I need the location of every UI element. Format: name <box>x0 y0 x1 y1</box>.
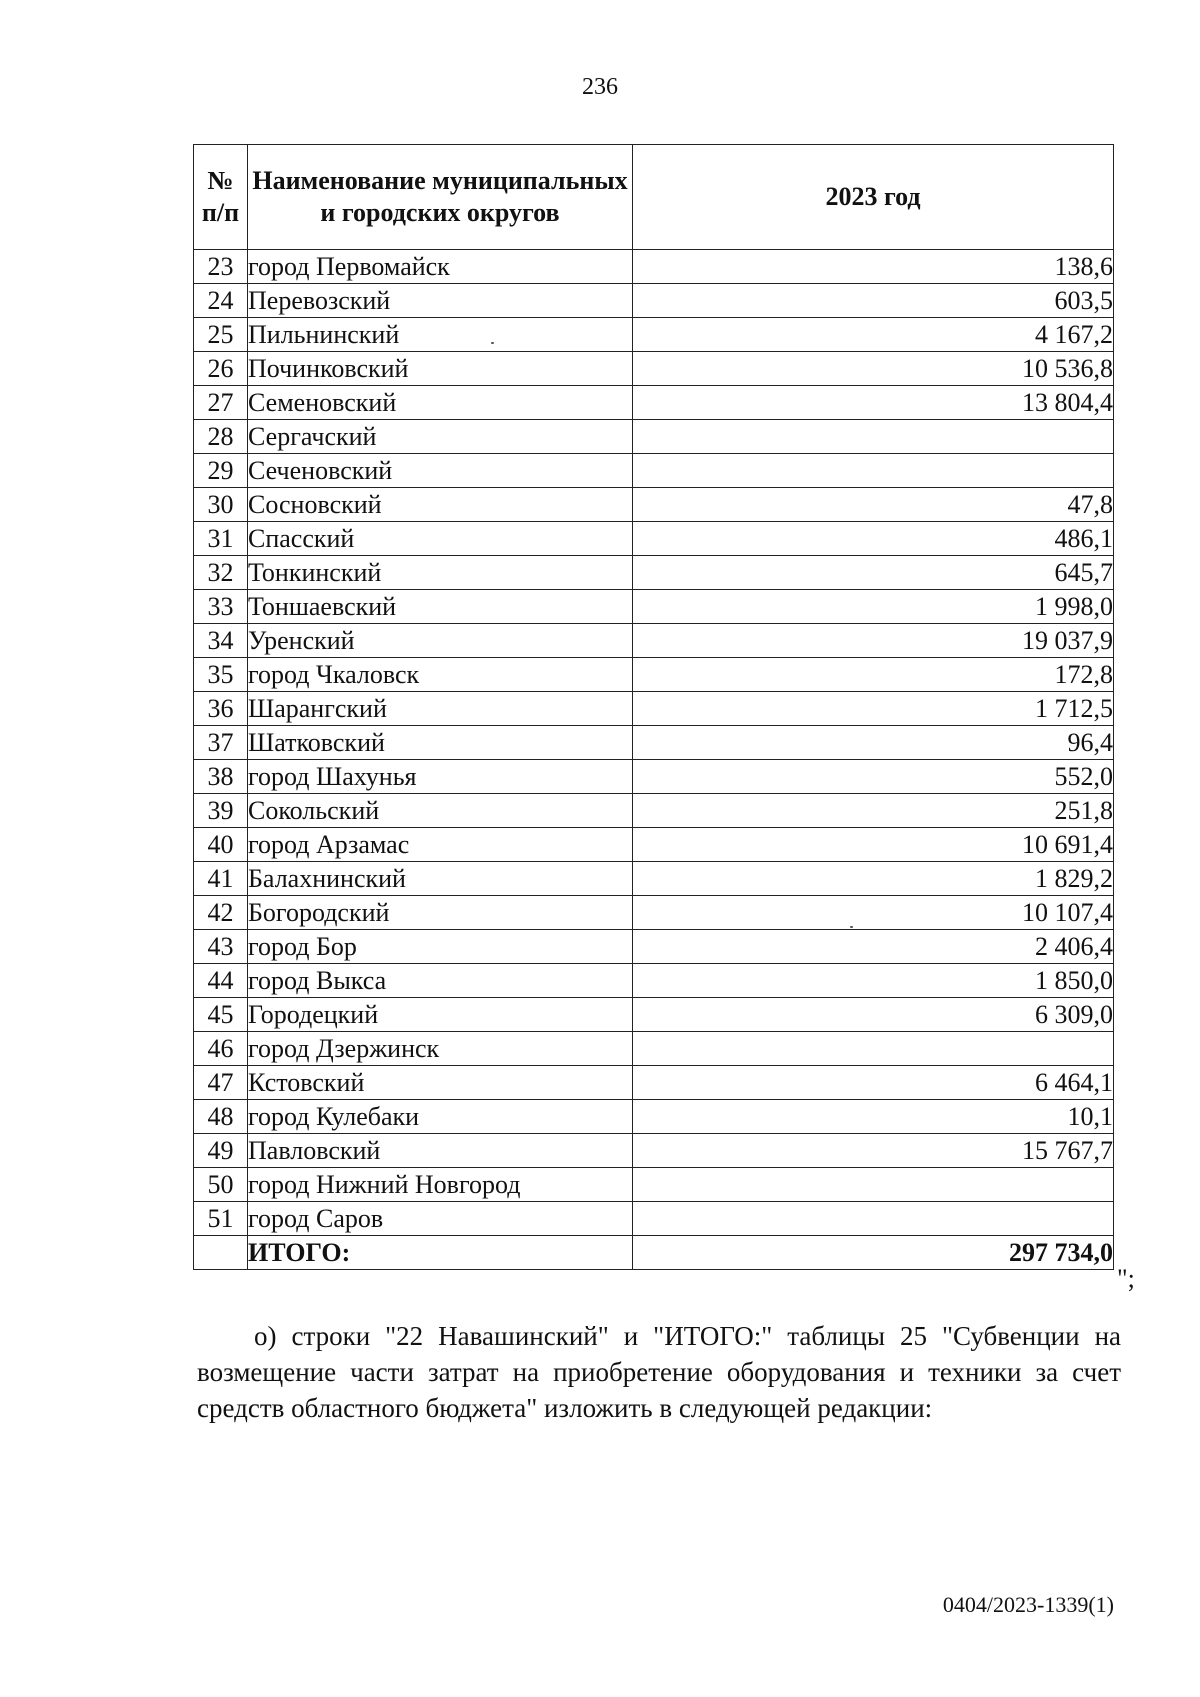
row-value <box>633 454 1114 488</box>
row-district-name: Балахнинский <box>248 862 633 896</box>
header-name-text: Наименование муниципальных и городских округов <box>252 166 628 227</box>
row-value: 13 804,4 <box>633 386 1114 420</box>
row-value: 1 850,0 <box>633 964 1114 998</box>
row-value <box>633 1168 1114 1202</box>
row-value: 645,7 <box>633 556 1114 590</box>
row-value: 10,1 <box>633 1100 1114 1134</box>
row-value: 96,4 <box>633 726 1114 760</box>
table-row <box>194 420 1114 454</box>
table-row <box>194 1032 1114 1066</box>
row-value: 47,8 <box>633 488 1114 522</box>
amendment-paragraph <box>197 1318 1121 1426</box>
row-district-name: Сосновский <box>248 488 633 522</box>
row-value: 486,1 <box>633 522 1114 556</box>
row-number: 32 <box>194 556 248 590</box>
row-district-name: город Первомайск <box>248 250 633 284</box>
table-row <box>194 1168 1114 1202</box>
row-district-name: город Выкса <box>248 964 633 998</box>
table-row <box>194 488 1114 522</box>
table-row <box>194 726 1114 760</box>
row-district-name: Шатковский <box>248 726 633 760</box>
table-row <box>194 1066 1114 1100</box>
row-district-name: город Арзамас <box>248 828 633 862</box>
row-number: 48 <box>194 1100 248 1134</box>
row-number: 36 <box>194 692 248 726</box>
amendment-text: о) строки "22 Навашинский" и "ИТОГО:" таблицы 25 "Субвенции на возмещение части затрат на приобретение оборудования и техники за счет средств областного бюджета" изложить в следующей редакции: <box>197 1321 1121 1423</box>
row-value: 10 691,4 <box>633 828 1114 862</box>
table-row <box>194 998 1114 1032</box>
closing-quote-mark: "; <box>1117 1264 1135 1293</box>
row-district-name: Перевозский <box>248 284 633 318</box>
row-number: 23 <box>194 250 248 284</box>
table-row <box>194 318 1114 352</box>
table-row <box>194 590 1114 624</box>
row-district-name: Сергачский <box>248 420 633 454</box>
row-value: 1 712,5 <box>633 692 1114 726</box>
row-number: 45 <box>194 998 248 1032</box>
row-number: 40 <box>194 828 248 862</box>
total-number-cell <box>194 1236 248 1270</box>
row-value: 15 767,7 <box>633 1134 1114 1168</box>
row-district-name: Тоншаевский <box>248 590 633 624</box>
scan-speck <box>491 342 494 344</box>
row-district-name: Уренский <box>248 624 633 658</box>
row-district-name: Тонкинский <box>248 556 633 590</box>
header-number <box>194 145 248 250</box>
row-number: 26 <box>194 352 248 386</box>
row-value: 251,8 <box>633 794 1114 828</box>
table-row <box>194 1202 1114 1236</box>
row-district-name: Сеченовский <box>248 454 633 488</box>
row-number: 25 <box>194 318 248 352</box>
subsidy-table <box>193 144 1114 1270</box>
row-value: 19 037,9 <box>633 624 1114 658</box>
row-number: 49 <box>194 1134 248 1168</box>
scan-speck <box>850 926 853 928</box>
table-row <box>194 658 1114 692</box>
table-row <box>194 624 1114 658</box>
row-district-name: город Бор <box>248 930 633 964</box>
table-row <box>194 964 1114 998</box>
row-district-name: Шарангский <box>248 692 633 726</box>
row-value: 172,8 <box>633 658 1114 692</box>
table-row <box>194 828 1114 862</box>
row-value: 603,5 <box>633 284 1114 318</box>
table-row <box>194 352 1114 386</box>
row-district-name: Богородский <box>248 896 633 930</box>
table-row <box>194 862 1114 896</box>
row-value: 138,6 <box>633 250 1114 284</box>
row-number: 28 <box>194 420 248 454</box>
row-value: 1 998,0 <box>633 590 1114 624</box>
row-number: 29 <box>194 454 248 488</box>
row-number: 44 <box>194 964 248 998</box>
row-value <box>633 1032 1114 1066</box>
row-value: 10 107,4 <box>633 896 1114 930</box>
total-label: ИТОГО: <box>248 1236 633 1270</box>
row-number: 30 <box>194 488 248 522</box>
row-number: 39 <box>194 794 248 828</box>
header-year-text: 2023 год <box>825 182 921 211</box>
table-row <box>194 760 1114 794</box>
row-number: 46 <box>194 1032 248 1066</box>
table-row <box>194 794 1114 828</box>
row-value: 6 309,0 <box>633 998 1114 1032</box>
table-body <box>194 250 1114 1236</box>
row-value: 2 406,4 <box>633 930 1114 964</box>
document-code: 0404/2023-1339(1) <box>942 1592 1114 1617</box>
row-value: 4 167,2 <box>633 318 1114 352</box>
table-row <box>194 896 1114 930</box>
table-header-row <box>194 145 1114 250</box>
header-number-text: № п/п <box>201 166 240 227</box>
table-row <box>194 284 1114 318</box>
table-row <box>194 930 1114 964</box>
row-district-name: город Саров <box>248 1202 633 1236</box>
row-value <box>633 1202 1114 1236</box>
header-year <box>633 145 1114 250</box>
header-name <box>248 145 633 250</box>
row-value: 1 829,2 <box>633 862 1114 896</box>
row-number: 35 <box>194 658 248 692</box>
row-number: 41 <box>194 862 248 896</box>
row-value: 552,0 <box>633 760 1114 794</box>
table-row <box>194 1134 1114 1168</box>
row-district-name: Спасский <box>248 522 633 556</box>
row-number: 42 <box>194 896 248 930</box>
row-number: 24 <box>194 284 248 318</box>
row-district-name: Городецкий <box>248 998 633 1032</box>
table-row <box>194 1100 1114 1134</box>
total-row <box>194 1236 1114 1270</box>
table-row <box>194 454 1114 488</box>
row-value: 10 536,8 <box>633 352 1114 386</box>
row-number: 31 <box>194 522 248 556</box>
table-row <box>194 250 1114 284</box>
table-row <box>194 522 1114 556</box>
row-number: 47 <box>194 1066 248 1100</box>
table-row <box>194 556 1114 590</box>
row-number: 34 <box>194 624 248 658</box>
row-number: 38 <box>194 760 248 794</box>
row-district-name: Павловский <box>248 1134 633 1168</box>
row-district-name: город Шахунья <box>248 760 633 794</box>
row-district-name: Семеновский <box>248 386 633 420</box>
row-number: 51 <box>194 1202 248 1236</box>
row-district-name: город Дзержинск <box>248 1032 633 1066</box>
row-district-name: Пильнинский <box>248 318 633 352</box>
row-number: 37 <box>194 726 248 760</box>
row-district-name: город Нижний Новгород <box>248 1168 633 1202</box>
row-number: 27 <box>194 386 248 420</box>
page-number: 236 <box>582 74 618 100</box>
row-district-name: город Кулебаки <box>248 1100 633 1134</box>
row-district-name: Сокольский <box>248 794 633 828</box>
row-district-name: Кстовский <box>248 1066 633 1100</box>
row-number: 50 <box>194 1168 248 1202</box>
total-value: 297 734,0 <box>633 1236 1114 1270</box>
row-number: 33 <box>194 590 248 624</box>
row-district-name: город Чкаловск <box>248 658 633 692</box>
row-number: 43 <box>194 930 248 964</box>
row-district-name: Починковский <box>248 352 633 386</box>
table-row <box>194 692 1114 726</box>
table-row <box>194 386 1114 420</box>
row-value <box>633 420 1114 454</box>
row-value: 6 464,1 <box>633 1066 1114 1100</box>
